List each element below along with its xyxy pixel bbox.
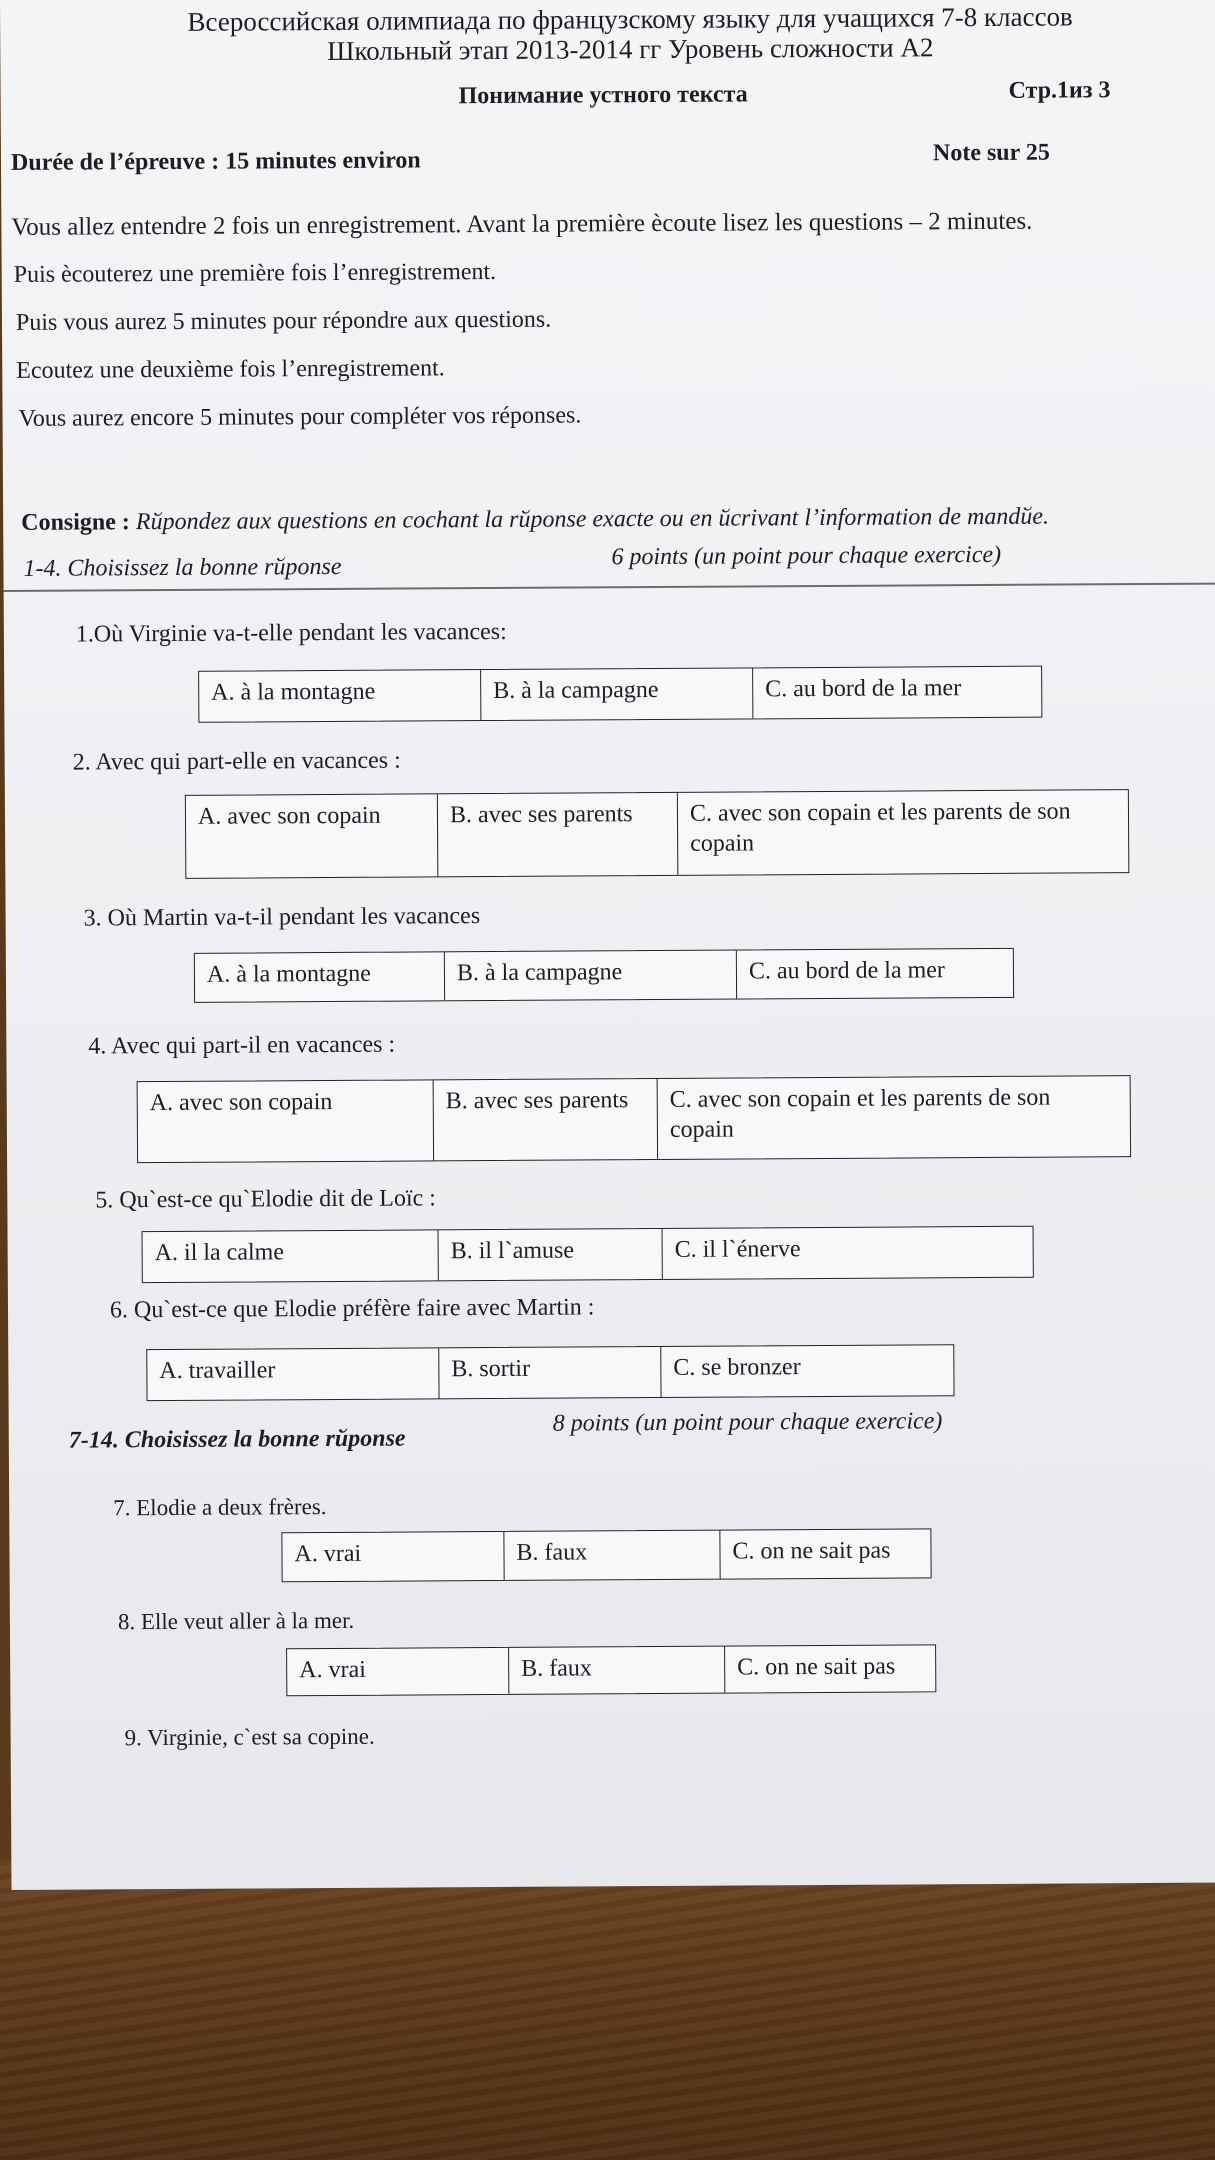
answer-option[interactable]: A. avec son copain bbox=[186, 794, 438, 878]
answer-grid-8 bbox=[286, 1644, 936, 1696]
question-5: 5. Qu`est-ce qu`Elodie dit de Loïc : bbox=[95, 1185, 436, 1214]
stage-subtitle: Школьный этап 2013-2014 гг Уровень сложности А2 bbox=[327, 32, 934, 67]
answer-option[interactable]: C. avec son copain et les parents de son copain bbox=[689, 798, 1071, 857]
answer-grid-3 bbox=[194, 948, 1014, 1003]
question-3: 3. Où Martin va-t-il pendant les vacances bbox=[83, 903, 481, 932]
answer-option[interactable]: C. on ne sait pas bbox=[732, 1537, 891, 1565]
part1-title: 1-4. Choisissez la bonne rйponse bbox=[23, 553, 342, 582]
question-8: 8. Elle veut aller à la mer. bbox=[117, 1607, 355, 1635]
consigne-text: Rйpondez aux questions en cochant la rйponse exacte ou en йcrivant l’information de mandйe. bbox=[135, 503, 1050, 536]
part2-title bbox=[69, 1426, 406, 1455]
answer-option[interactable]: C. on ne sait pas bbox=[737, 1653, 896, 1681]
instruction-line: Vous allez entendre 2 fois un enregistrement. Avant la première ècoute lisez les questions – 2 minutes. bbox=[11, 207, 1033, 241]
answer-option[interactable]: B. avec ses parents bbox=[438, 793, 678, 876]
answer-option[interactable]: B. faux bbox=[509, 1647, 725, 1694]
answer-grid-7 bbox=[281, 1528, 931, 1582]
answer-option[interactable]: B. sortir bbox=[439, 1347, 661, 1398]
answer-option[interactable]: C. il l`énerve bbox=[674, 1236, 801, 1263]
wooden-desk bbox=[0, 1860, 1215, 2160]
answer-option[interactable]: A. vrai bbox=[287, 1648, 509, 1695]
answer-grid-4 bbox=[137, 1075, 1131, 1163]
answer-option[interactable]: B. à la campagne bbox=[445, 951, 737, 1001]
instruction-line: Ecoutez une deuxième fois l’enregistrement. bbox=[16, 355, 445, 384]
question-6: 6. Qu`est-ce que Elodie préfère faire avec Martin : bbox=[109, 1294, 595, 1324]
answer-option[interactable]: A. à la montagne bbox=[199, 670, 481, 722]
answer-option[interactable]: C. au bord de la mer bbox=[748, 957, 945, 985]
answer-option[interactable]: A. vrai bbox=[282, 1532, 504, 1581]
page-number: Стр.1из 3 bbox=[1008, 77, 1111, 104]
question-1: 1.Où Virginie va-t-elle pendant les vacances: bbox=[75, 618, 507, 648]
answer-grid-2 bbox=[185, 789, 1129, 879]
answer-option[interactable]: B. il l`amuse bbox=[439, 1229, 663, 1280]
instruction-line: Vous aurez encore 5 minutes pour compléter vos réponses. bbox=[18, 402, 582, 432]
question-7: 7. Elodie a deux frères. bbox=[113, 1494, 327, 1521]
consigne bbox=[21, 504, 1049, 537]
section-divider bbox=[4, 583, 1215, 592]
answer-grid-1 bbox=[198, 666, 1042, 723]
answer-option[interactable]: A. il la calme bbox=[143, 1230, 439, 1282]
answer-option[interactable]: C. au bord de la mer bbox=[765, 675, 962, 703]
answer-option[interactable]: C. se bronzer bbox=[673, 1354, 801, 1381]
question-2: 2. Avec qui part-elle en vacances : bbox=[72, 747, 401, 776]
duration-label: Durée de l’épreuve : 15 minutes environ bbox=[10, 147, 421, 176]
instruction-line: Puis vous aurez 5 minutes pour répondre aux questions. bbox=[15, 306, 552, 336]
instruction-line: Puis ècouterez une première fois l’enregistrement. bbox=[13, 258, 497, 288]
part1-points: 6 points (un point pour chaque exercice) bbox=[611, 541, 1002, 571]
score-label: Note sur 25 bbox=[932, 139, 1050, 167]
section-title: Понимание устного текста bbox=[458, 81, 748, 110]
part2-points: 8 points (un point pour chaque exercice) bbox=[552, 1408, 943, 1437]
question-4: 4. Avec qui part-il en vacances : bbox=[88, 1031, 396, 1060]
answer-option[interactable]: B. faux bbox=[504, 1531, 720, 1580]
answer-option[interactable]: B. à la campagne bbox=[481, 668, 753, 720]
olympiad-title: Всероссийская олимпиада по французскому языку для учащихся 7-8 классов bbox=[187, 1, 1073, 37]
answer-option[interactable]: A. travailler bbox=[147, 1348, 439, 1400]
answer-option[interactable]: B. avec ses parents bbox=[434, 1079, 658, 1160]
answer-option[interactable]: A. à la montagne bbox=[195, 952, 445, 1002]
consigne-label: Consigne : bbox=[21, 509, 130, 536]
answer-grid-6 bbox=[146, 1344, 954, 1401]
answer-option[interactable]: C. avec son copain et les parents de son copain bbox=[669, 1084, 1051, 1143]
question-9: 9. Virginie, c`est sa copine. bbox=[124, 1723, 375, 1751]
answer-grid-5 bbox=[142, 1226, 1034, 1283]
answer-option[interactable]: A. avec son copain bbox=[138, 1080, 434, 1162]
part2-title-text: 7-14. Choisissez la bonne rйponse bbox=[68, 1425, 406, 1454]
